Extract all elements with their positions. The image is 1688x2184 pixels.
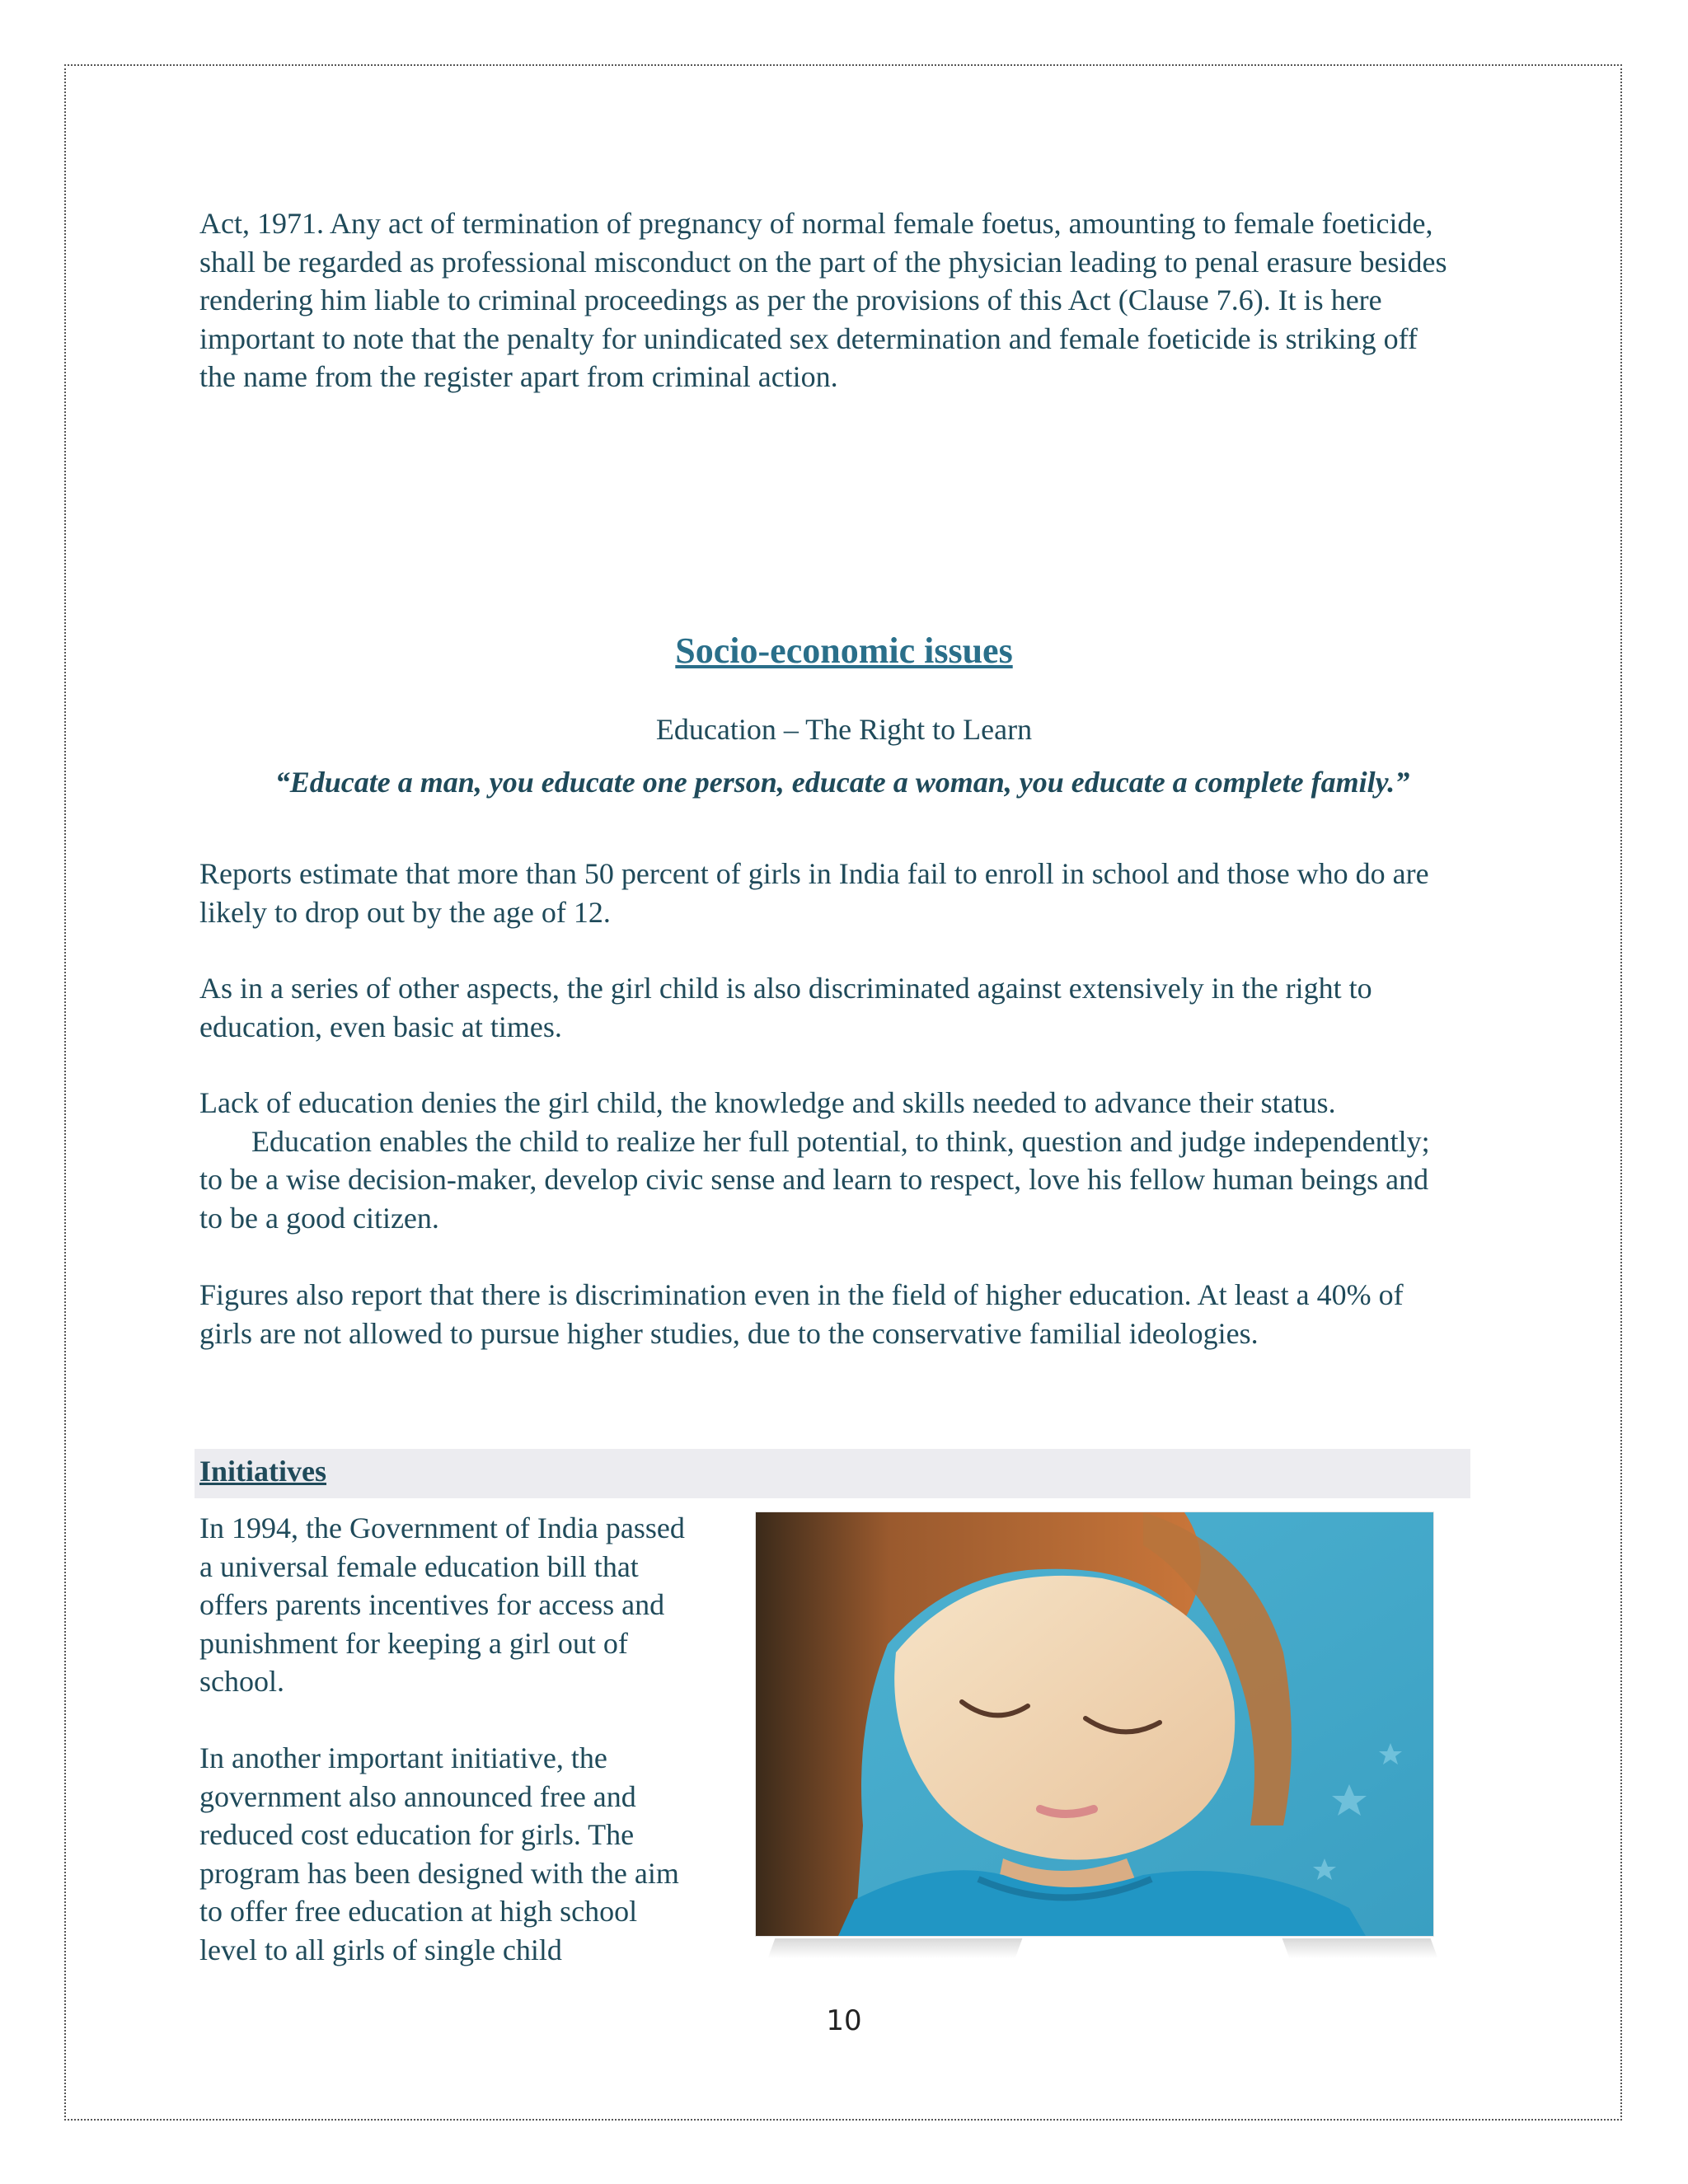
body-paragraph-4: Figures also report that there is discrimination even in the field of higher education. At least a 40% of girls are not allowed to pursue higher studies, due to the conservative familial ideologies.	[199, 1278, 1404, 1350]
quote: “Educate a man, you educate one person, educate a woman, you educate a complete family.”	[274, 766, 1410, 799]
initiatives-title: Initiatives	[199, 1455, 327, 1488]
image-shadow-right	[1282, 1938, 1438, 1958]
initiatives-paragraph-1: In 1994, the Government of India passed a universal female education bill that offers parents incentives for access and punishment for keeping a girl out of school.	[199, 1511, 685, 1698]
page-number: 10	[826, 2004, 862, 2037]
body-paragraph-1: Reports estimate that more than 50 percent of girls in India fail to enroll in school and those who do are likely to drop out by the age of 12.	[199, 857, 1429, 929]
initiatives-paragraph-2: In another important initiative, the government also announced free and reduced cost education for girls. The program has been designed with the aim to offer free education at high school level to all girls of single child	[199, 1741, 679, 1966]
section-title: Socio-economic issues	[675, 630, 1013, 671]
body-paragraph-3: Lack of education denies the girl child, the knowledge and skills needed to advance their status. Education enables the child to realize her full potential, to think, question and judge independently; to be a wise decision-maker, develop civic sense and learn to respect, love his fellow human beings and to be a good citizen.	[199, 1086, 1437, 1235]
girl-illustration	[755, 1511, 1434, 1937]
image-shadow-left	[768, 1938, 1023, 1958]
body-paragraph-2: As in a series of other aspects, the girl child is also discriminated against extensively in the right to education, even basic at times.	[199, 972, 1372, 1043]
continuation-paragraph: Act, 1971. Any act of termination of pregnancy of normal female foetus, amounting to female foeticide, shall be regarded as professional misconduct on the part of the physician leading to penal erasure besides rendering him liable to criminal proceedings as per the provisions of this Act (Clause 7.6). It is here important to note that the penalty for unindicated sex determination and female foeticide is striking off the name from the register apart from criminal action.	[199, 207, 1447, 393]
initiatives-header-bar	[195, 1449, 1470, 1498]
section-subtitle: Education – The Right to Learn	[655, 713, 1033, 746]
